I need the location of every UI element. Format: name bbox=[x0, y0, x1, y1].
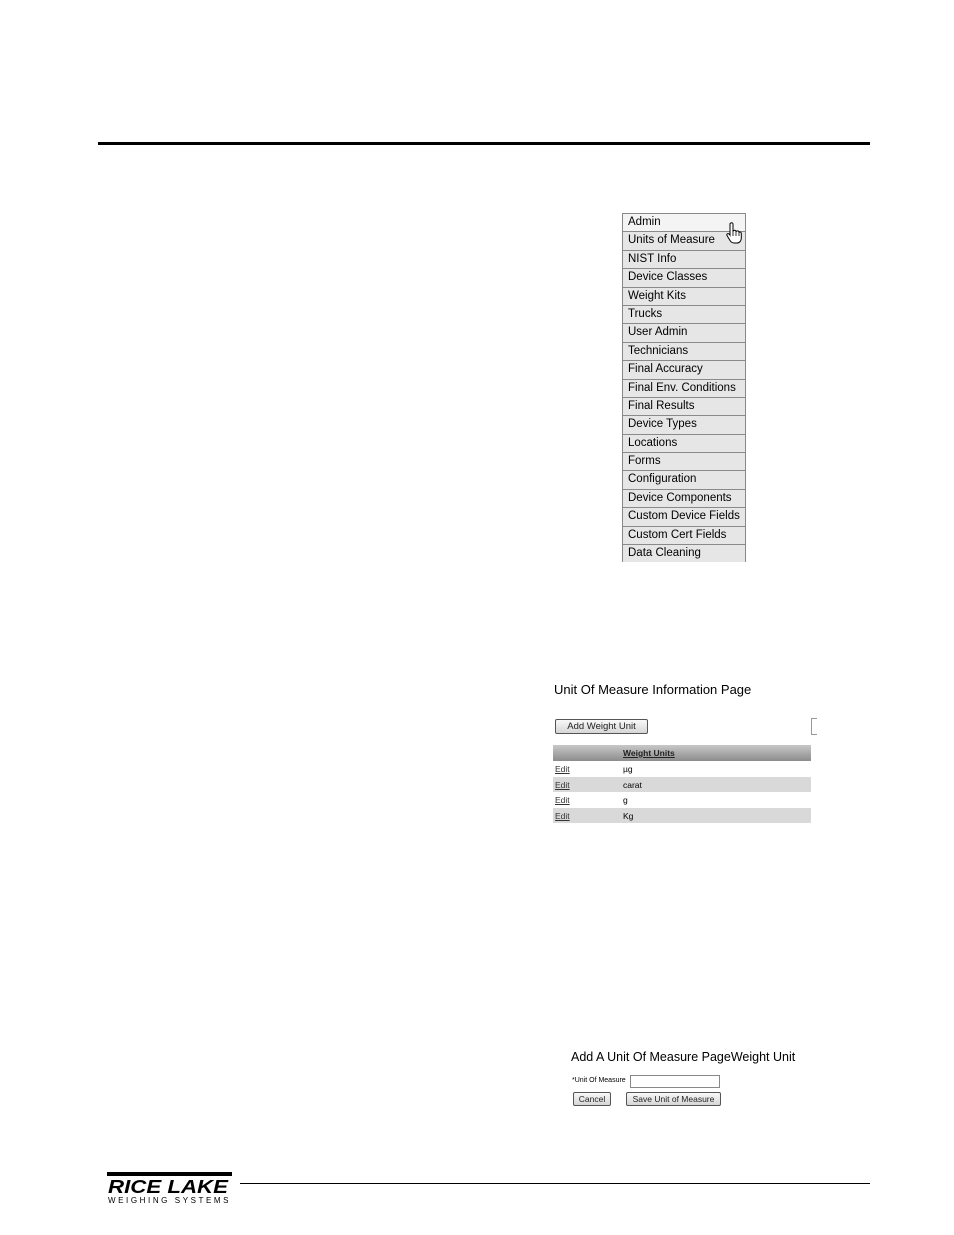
menu-item-custom-cert-fields[interactable]: Custom Cert Fields bbox=[623, 527, 745, 545]
add-weight-unit-button[interactable]: Add Weight Unit bbox=[555, 719, 648, 734]
menu-item-device-components[interactable]: Device Components bbox=[623, 490, 745, 508]
table-row bbox=[553, 761, 811, 777]
menu-item-custom-device-fields[interactable]: Custom Device Fields bbox=[623, 508, 745, 526]
unit-cell: Kg bbox=[623, 810, 634, 821]
unit-cell: g bbox=[623, 795, 628, 805]
menu-item-admin[interactable]: Admin bbox=[623, 213, 745, 232]
menu-item-technicians[interactable]: Technicians bbox=[623, 343, 745, 361]
table-row bbox=[553, 777, 811, 793]
footer-rule bbox=[240, 1183, 870, 1184]
menu-item-locations[interactable]: Locations bbox=[623, 435, 745, 453]
menu-item-final-accuracy[interactable]: Final Accuracy bbox=[623, 361, 745, 379]
edit-link[interactable]: Edit bbox=[555, 779, 570, 790]
unit-of-measure-input[interactable] bbox=[630, 1075, 720, 1088]
menu-item-user-admin[interactable]: User Admin bbox=[623, 324, 745, 342]
menu-item-configuration[interactable]: Configuration bbox=[623, 471, 745, 489]
svg-text:WEIGHING SYSTEMS: WEIGHING SYSTEMS bbox=[108, 1196, 230, 1204]
menu-item-final-env-conditions[interactable]: Final Env. Conditions bbox=[623, 380, 745, 398]
header-rule bbox=[98, 142, 870, 145]
table-row bbox=[553, 808, 811, 824]
save-unit-of-measure-button[interactable]: Save Unit of Measure bbox=[626, 1092, 721, 1106]
add-page-title: Add A Unit Of Measure PageWeight Unit bbox=[571, 1050, 796, 1064]
menu-item-device-types[interactable]: Device Types bbox=[623, 416, 745, 434]
hand-pointer-icon bbox=[726, 222, 742, 244]
svg-text:RICE LAKE: RICE LAKE bbox=[108, 1177, 230, 1197]
edit-link[interactable]: Edit bbox=[555, 810, 570, 821]
admin-dropdown-menu bbox=[622, 213, 746, 562]
cancel-button[interactable]: Cancel bbox=[573, 1092, 611, 1106]
unit-cell: µg bbox=[623, 764, 633, 774]
weight-units-table bbox=[553, 745, 811, 823]
menu-item-forms[interactable]: Forms bbox=[623, 453, 745, 471]
menu-item-units-of-measure[interactable]: Units of Measure bbox=[623, 232, 745, 250]
menu-item-device-classes[interactable]: Device Classes bbox=[623, 269, 745, 287]
menu-item-trucks[interactable]: Trucks bbox=[623, 306, 745, 324]
unit-of-measure-label: *Unit Of Measure bbox=[572, 1077, 626, 1084]
menu-item-nist-info[interactable]: NIST Info bbox=[623, 251, 745, 269]
menu-item-final-results[interactable]: Final Results bbox=[623, 398, 745, 416]
rice-lake-logo bbox=[107, 1172, 232, 1204]
edit-link[interactable]: Edit bbox=[555, 795, 570, 805]
table-row bbox=[553, 792, 811, 808]
table-header bbox=[553, 745, 811, 761]
menu-item-weight-kits[interactable]: Weight Kits bbox=[623, 288, 745, 306]
unit-cell: carat bbox=[623, 779, 642, 790]
cropped-control-edge bbox=[811, 718, 817, 735]
weight-units-column-header[interactable]: Weight Units bbox=[623, 748, 675, 758]
info-page-title: Unit Of Measure Information Page bbox=[554, 682, 752, 697]
edit-link[interactable]: Edit bbox=[555, 764, 570, 774]
menu-item-data-cleaning[interactable]: Data Cleaning bbox=[623, 545, 745, 562]
